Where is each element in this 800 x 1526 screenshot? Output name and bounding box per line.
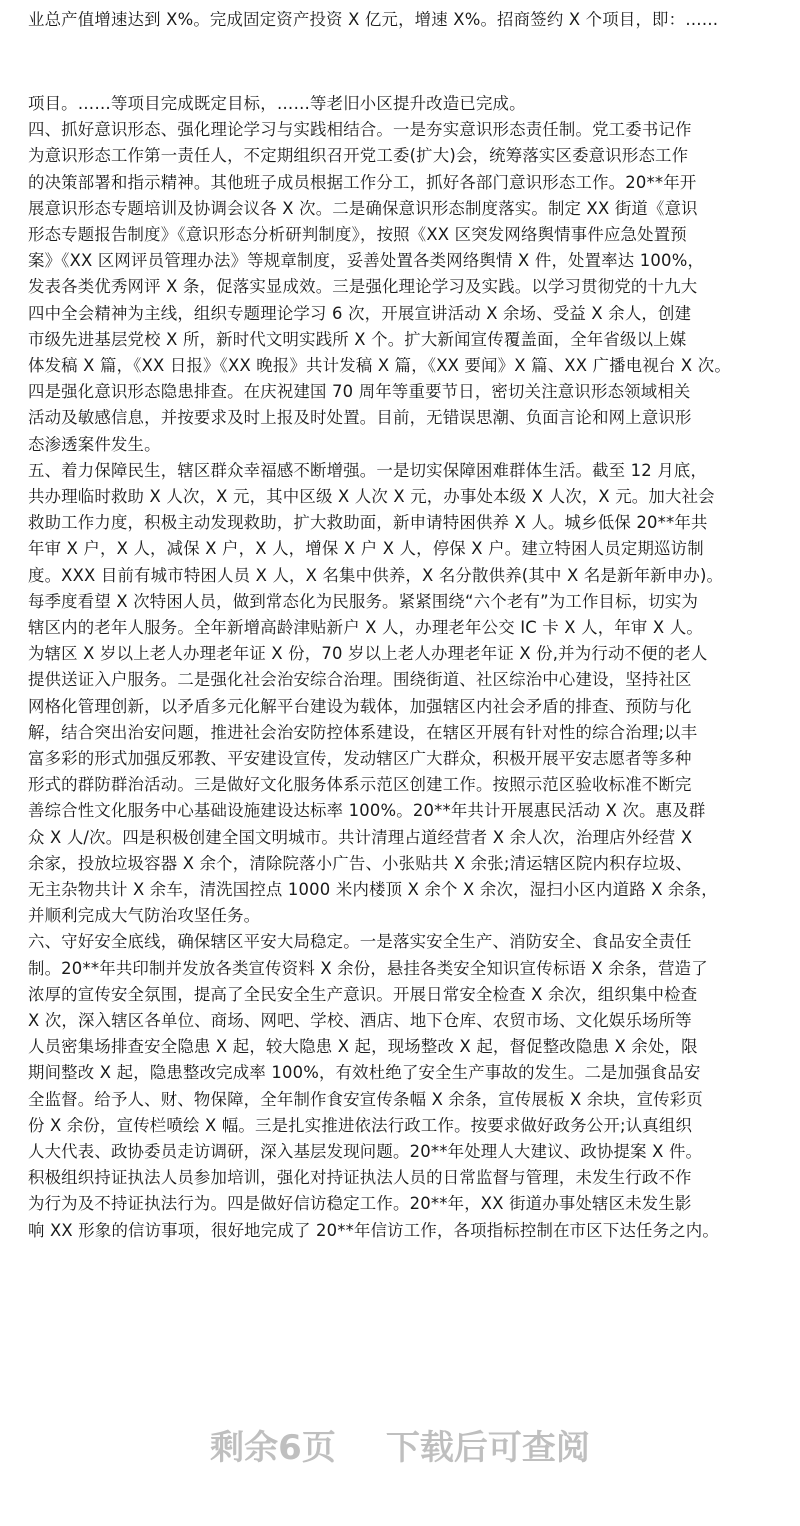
text-line: 人大代表、政协委员走访调研，深入基层发现问题。20**年处理人大建议、政协提案 X 件。: [28, 1142, 703, 1161]
text-line: 共办理临时救助 X 人次，X 元，其中区级 X 人次 X 元，办事处本级 X 人次，X 元。加大社会: [28, 487, 715, 506]
text-line: 富多彩的形式加强反邪教、平安建设宣传，发动辖区广大群众，积极开展平安志愿者等多种: [28, 749, 692, 768]
text-line: 案》《XX 区网评员管理办法》等规章制度，妥善处置各类网络舆情 X 件，处置率达 100%，: [28, 251, 705, 271]
text-line: 并顺利完成大气防治攻坚任务。: [28, 906, 261, 926]
download-prompt[interactable]: [0, 1418, 800, 1478]
text-line: 为辖区 X 岁以上老人办理老年证 X 份，70 岁以上老人办理老年证 X 份,并为行动不便的老人: [28, 644, 708, 664]
text-line: 人员密集场排查安全隐患 X 起，较大隐患 X 起，现场整改 X 起，督促整改隐患 X 余处，限: [28, 1037, 698, 1057]
text-line: 善综合性文化服务中心基础设施建设达标率 100%。20**年共计开展惠民活动 X 次。惠及群: [28, 801, 706, 821]
text-line: 形态专题报告制度》《意识形态分析研判制度》，按照《XX 区突发网络舆情事件应急处置预: [28, 225, 687, 244]
text-line: 四是强化意识形态隐患排查。在庆祝建国 70 周年等重要节日，密切关注意识形态领域相关: [28, 382, 691, 402]
text-line: 项目。……等项目完成既定目标，……等老旧小区提升改造已完成。: [28, 94, 526, 113]
text-line: 制。20**年共印制并发放各类宣传资料 X 余份，悬挂各类安全知识宣传标语 X 余条，营造了: [28, 958, 708, 978]
remaining-pages-label: 剩余6页: [210, 1428, 336, 1468]
text-line: 解，结合突出治安问题，推进社会治安防控体系建设，在辖区开展有针对性的综合治理;以丰: [28, 722, 698, 742]
text-line: 五、着力保障民生，辖区群众幸福感不断增强。一是切实保障困难群体生活。截至 12 月底，: [28, 460, 708, 480]
text-line: 网格化管理创新，以矛盾多元化解平台建设为载体，加强辖区内社会矛盾的排查、预防与化: [28, 696, 692, 716]
text-line: 余家，投放垃圾容器 X 余个，清除院落小广告、小张贴共 X 余张;清运辖区院内积存垃圾、: [28, 853, 693, 873]
text-line: 四中全会精神为主线，组织专题理论学习 6 次，开展宣讲活动 X 余场、受益 X 余人，创建: [28, 303, 692, 323]
text-line: 浓厚的宣传安全氛围，提高了全民安全生产意识。开展日常安全检查 X 余次，组织集中检查: [28, 984, 698, 1004]
text-line: 体发稿 X 篇，《XX 日报》《XX 晚报》共计发稿 X 篇，《XX 要闻》X 篇、XX 广播电视台 X 次。: [28, 356, 731, 375]
text-line: 救助工作力度，积极主动发现救助，扩大救助面，新申请特困供养 X 人。城乡低保 20**年共: [28, 513, 708, 533]
text-line: 形式的群防群治活动。三是做好文化服务体系示范区创建工作。按照示范区验收标准不断完: [28, 775, 692, 795]
text-line: 众 X 人/次。四是积极创建全国文明城市。共计清理占道经营者 X 余人次，治理店外经营 X: [28, 827, 693, 847]
text-line: 提供送证入户服务。二是强化社会治安综合治理。围绕街道、社区综治中心建设，坚持社区: [28, 670, 692, 690]
text-line: 度。XXX 目前有城市特困人员 X 人，X 名集中供养，X 名分散供养(其中 X 名是新年新申办)。: [28, 565, 724, 585]
text-line: X 次，深入辖区各单位、商场、网吧、学校、酒店、地下仓库、农贸市场、文化娱乐场所等: [28, 1011, 692, 1030]
text-line: 六、守好安全底线，确保辖区平安大局稳定。一是落实安全生产、消防安全、食品安全责任: [28, 932, 692, 952]
text-line: 的决策部署和指示精神。其他班子成员根据工作分工，抓好各部门意识形态工作。20**年开: [28, 172, 697, 192]
text-line: 业总产值增速达到 X%。完成固定资产投资 X 亿元，增速 X%。招商签约 X 个项目，即：……: [28, 10, 719, 29]
text-line: 份 X 余份，宣传栏喷绘 X 幅。三是扎实推进依法行政工作。按要求做好政务公开;认真组织: [28, 1115, 693, 1135]
text-line: 积极组织持证执法人员参加培训，强化对持证执法人员的日常监督与管理，未发生行政不作: [28, 1168, 692, 1188]
text-line: 无主杂物共计 X 余车，清洗国控点 1000 米内楼顶 X 余个 X 余次，湿扫小区内道路 X 余条，: [28, 880, 718, 899]
text-line: 响 XX 形象的信访事项，很好地完成了 20**年信访工作，各项指标控制在市区下达任务之内。: [28, 1220, 719, 1240]
text-line: 活动及敏感信息，并按要求及时上报及时处置。目前，无错误思潮、负面言论和网上意识形: [28, 408, 692, 428]
text-line: 全监督。给予人、财、物保障，全年制作食安宣传条幅 X 余条，宣传展板 X 余块，宣传彩页: [28, 1089, 703, 1109]
text-line: 展意识形态专题培训及协调会议各 X 次。二是确保意识形态制度落实。制定 XX 街道《意识: [28, 198, 698, 218]
text-line: 年审 X 户，X 人，减保 X 户，X 人，增保 X 户 X 人，停保 X 户。建立特困人员定期巡访制: [28, 539, 704, 559]
download-hint-label: 下载后可查阅: [385, 1428, 590, 1468]
text-line: 四、抓好意识形态、强化理论学习与实践相结合。一是夯实意识形态责任制。党工委书记作: [28, 120, 692, 140]
text-line: 为意识形态工作第一责任人，不定期组织召开党工委(扩大)会，统筹落实区委意识形态工作: [28, 146, 689, 166]
text-line: 每季度看望 X 次特困人员，做到常态化为民服务。紧紧围绕“六个老有”为工作目标，切实为: [28, 591, 699, 611]
text-line: 市级先进基层党校 X 所，新时代文明实践所 X 个。扩大新闻宣传覆盖面，全年省级以上媒: [28, 329, 687, 349]
text-line: 态渗透案件发生。: [28, 434, 161, 454]
text-line: 发表各类优秀网评 X 条，促落实显成效。三是强化理论学习及实践。以学习贯彻党的十九大: [28, 277, 698, 297]
text-line: 为行为及不持证执法行为。四是做好信访稳定工作。20**年，XX 街道办事处辖区未发生影: [28, 1194, 692, 1214]
text-line: 期间整改 X 起，隐患整改完成率 100%，有效杜绝了安全生产事故的发生。二是加强食品安: [28, 1063, 701, 1083]
text-line: 辖区内的老年人服务。全年新增高龄津贴新户 X 人，办理老年公交 IC 卡 X 人，年审 X 人。: [28, 618, 703, 637]
